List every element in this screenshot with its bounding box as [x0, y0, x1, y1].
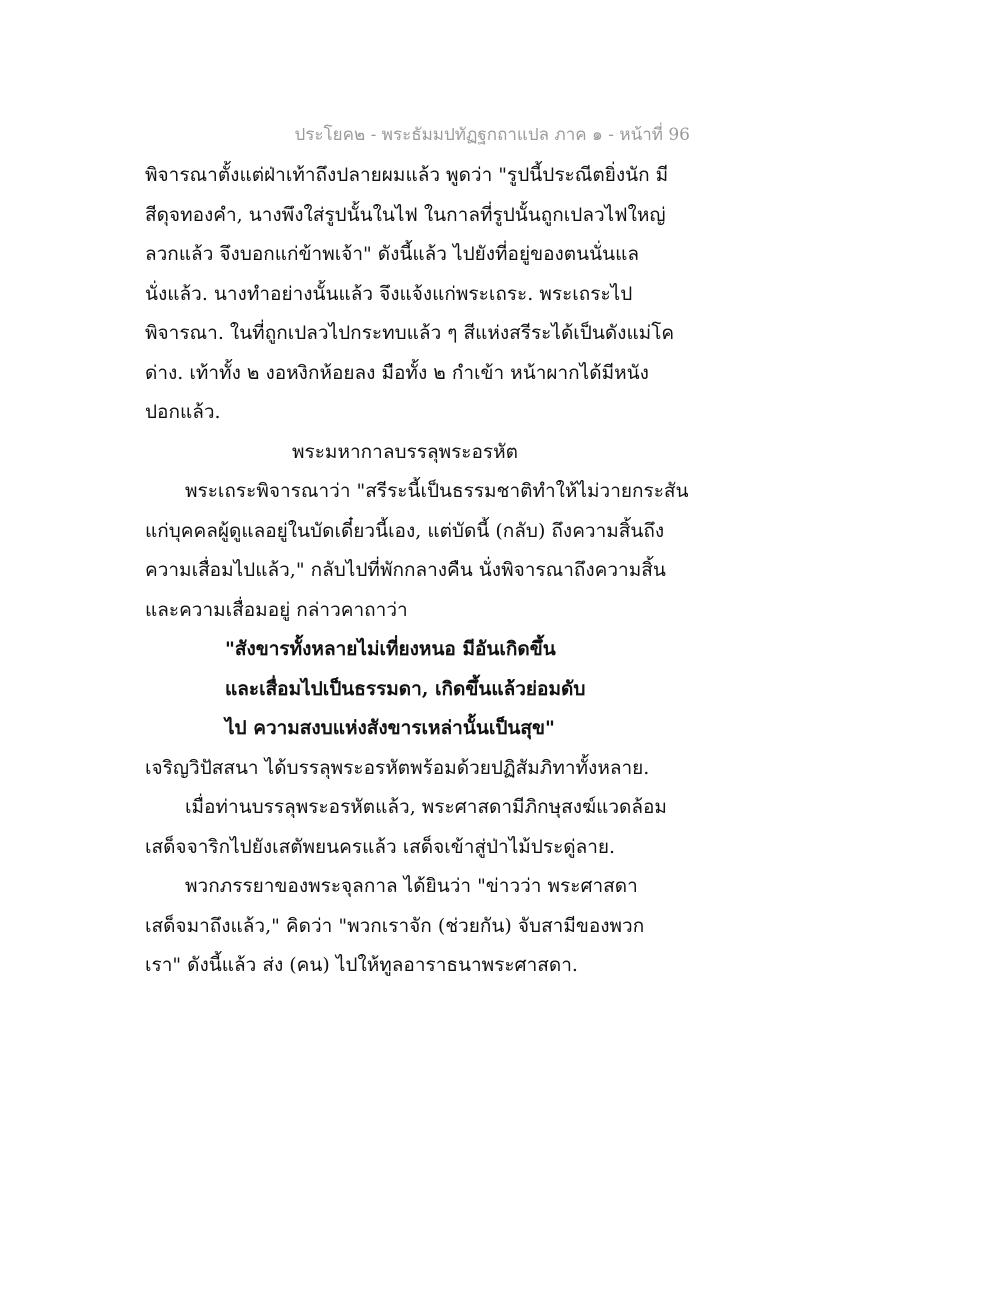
page-header: ประโยค๒ - พระธัมมปทัฏฐกถาแปล ภาค ๑ - หน้าที่ 96 — [294, 125, 690, 145]
text-line: เมื่อท่านบรรลุพระอรหัตแล้ว, พระศาสดามีภิกษุสงฆ์แวดล้อม — [185, 796, 667, 818]
section-heading: พระมหากาลบรรลุพระอรหัต — [292, 440, 518, 463]
text-line: ด่าง. เท้าทั้ง ๒ งอหงิกห้อยลง มือทั้ง ๒ กำเข้า หน้าผากได้มีหนัง — [145, 361, 649, 384]
text-line: แก่บุคคลผู้ดูแลอยู่ในบัดเดี๋ยวนี้เอง, แต่บัดนี้ (กลับ) ถึงความสิ้นถึง — [145, 519, 665, 542]
text-line: พระเถระพิจารณาว่า "สรีระนี้เป็นธรรมชาติทำให้ไม่วายกระสัน — [185, 480, 689, 502]
text-line: ลวกแล้ว จึงบอกแก่ข้าพเจ้า" ดังนี้แล้ว ไปยังที่อยู่ของตนนั่นแล — [145, 243, 639, 265]
text-line: สีดุจทองคำ, นางพึงใส่รูปนั้นในไฟ ในกาลที่รูปนั้นถูกเปลวไฟใหญ่ — [145, 203, 666, 226]
body-text — [145, 156, 705, 986]
text-line: พิจารณา. ในที่ถูกเปลวไปกระทบแล้ว ๆ สีแห่งสรีระได้เป็นดังแม่โค — [145, 322, 675, 344]
text-line: เสด็จจาริกไปยังเสตัพยนครแล้ว เสด็จเข้าสู่ป่าไม้ประดู่ลาย. — [145, 835, 616, 858]
text-line: พวกภรรยาของพระจุลกาล ได้ยินว่า "ข่าวว่า พระศาสดา — [185, 875, 638, 897]
text-line: ปอกแล้ว. — [145, 401, 221, 423]
text-line: และความเสื่อมอยู่ กล่าวคาถาว่า — [145, 598, 408, 621]
text-line: ความเสื่อมไปแล้ว," กลับไปที่พักกลางคืน นั่งพิจารณาถึงความสิ้น — [145, 559, 666, 581]
verse-line: และเสื่อมไปเป็นธรรมดา, เกิดขึ้นแล้วย่อมดับ — [225, 677, 586, 700]
text-line: เรา" ดังนี้แล้ว ส่ง (คน) ไปให้ทูลอาราธนาพระศาสดา. — [145, 954, 578, 976]
text-line: เสด็จมาถึงแล้ว," คิดว่า "พวกเราจัก (ช่วยกัน) จับสามีของพวก — [145, 914, 645, 937]
text-line: เจริญวิปัสสนา ได้บรรลุพระอรหัตพร้อมด้วยปฏิสัมภิทาทั้งหลาย. — [145, 756, 650, 779]
text-line: พิจารณาตั้งแต่ฝ่าเท้าถึงปลายผมแล้ว พูดว่า "รูปนี้ประณีตยิ่งนัก มี — [145, 164, 669, 186]
text-line: นั่งแล้ว. นางทำอย่างนั้นแล้ว จึงแจ้งแก่พระเถระ. พระเถระไป — [145, 282, 633, 305]
verse-line: ไป ความสงบแห่งสังขารเหล่านั้นเป็นสุข" — [225, 717, 555, 739]
verse-line: "สังขารทั้งหลายไม่เที่ยงหนอ มีอันเกิดขึ้น — [225, 638, 556, 660]
